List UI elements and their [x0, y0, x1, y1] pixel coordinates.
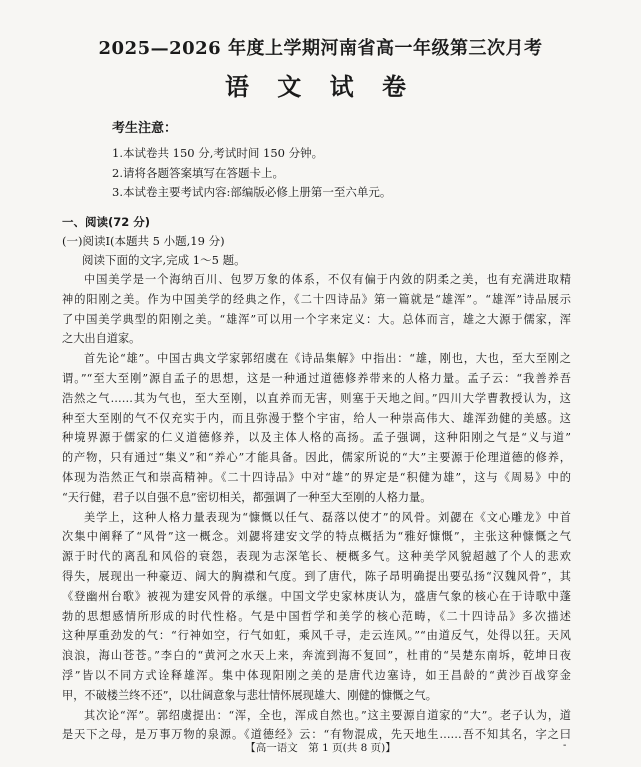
passage-line: 次集中阐释了“风骨”这一概念。刘勰将建安文学的特点概括为“雅好慷慨”，主张这种慷慨之气: [62, 530, 571, 544]
passage-line: 种至大至刚的气不仅充实于内，而且弥漫于整个宇宙，给人一种崇高伟大、雄浑劲健的美感。这: [62, 411, 571, 425]
passage-line: 之大出自道家。: [62, 332, 141, 346]
passage-line: 中国美学是一个海纳百川、包罗万象的体系，不仅有偏于内敛的阴柔之美，也有充满进取精: [84, 273, 571, 286]
notice-item: 2.请将各题答案填写在答题卡上。: [112, 165, 284, 180]
passage-line: 浮”皆以不同方式诠释雄浑。集中体现阳刚之美的是唐代边塞诗，如王昌龄的“黄沙百战穿金: [62, 668, 571, 682]
section-heading: 一、阅读(72 分): [62, 215, 151, 229]
passage-line: 首先论“雄”。中国古典文学家郭绍虞在《诗品集解》中指出：“雄，刚也，大也，至大至刚之: [84, 352, 571, 366]
passage-line: 谓。”“至大至刚”源自孟子的思想，这是一种通过道德修养带来的人格力量。孟子云：“我善养吾: [62, 371, 571, 385]
notice-item: 3.本试卷主要考试内容:部编版必修上册第一至六单元。: [112, 185, 392, 199]
reading-instruction: 阅读下面的文字,完成 1～5 题。: [82, 253, 246, 267]
passage-line: 《登幽州台歌》被视为建安风骨的承继。中国文学史家林庚认为，盛唐气象的核心在于诗歌中蓬: [62, 589, 571, 603]
reading-passage: [62, 270, 571, 745]
passage-line: 体现为浩然正气和崇高精神。《二十四诗品》中对“雄”的界定是“积健为雄”，这与《周易》中的: [62, 470, 571, 484]
passage-line: 这种厚重劲发的气：“行神如空，行气如虹，乘风千寻，走云连风。”“由道反气，处得以狂。天风: [62, 629, 571, 643]
passage-line: 种境界源于儒家的仁义道德修养，以及主体人格的高扬。孟子强调，这种阳刚之气是“义与道”: [62, 431, 571, 445]
notice-title: 考生注意：: [112, 121, 178, 136]
page-footer: 【高一语文 第 1 页(共 8 页)】: [245, 742, 396, 754]
sub-heading: (一)阅读Ⅰ(本题共 5 小题,19 分): [62, 234, 225, 248]
passage-line: 美学上，这种人格力量表现为“慷慨以任气、磊落以使才”的风骨。刘勰在《文心雕龙》中首: [84, 510, 571, 524]
passage-line: 其次论“浑”。郭绍虞提出：“浑，全也，浑成自然也。”这主要源自道家的“大”。老子认为，道: [84, 708, 571, 722]
exam-title: 2025—2026 年度上学期河南省高一年级第三次月考: [98, 38, 543, 59]
subject-title: 语 文 试 卷: [224, 72, 417, 101]
passage-line: 得失，展现出一种豪迈、阔大的胸襟和气度。到了唐代，陈子昂明确提出要弘扬“汉魏风骨”，其: [62, 569, 571, 583]
notice-item: 1.本试卷共 150 分,考试时间 150 分钟。: [112, 146, 324, 160]
passage-line: 源于时代的离乱和风俗的衰怨，表现为志深笔长、梗概多气。这种美学风貌超越了个人的悲欢: [62, 550, 571, 564]
passage-line: “天行健，君子以自强不息”密切相关，都强调了一种至大至刚的人格力量。: [62, 490, 432, 504]
passage-line: 甲，不破楼兰终不还”，以壮阔意象与悲壮情怀展现雄大、刚健的慷慨之气。: [62, 688, 437, 702]
passage-line: 神的阳刚之美。作为中国美学的经典之作，《二十四诗品》第一篇就是“雄浑”。“雄浑”诗品展示: [62, 292, 571, 306]
passage-line: 的产物，只有通过“集义”和“养心”才能具备。因此，儒家所说的“大”主要源于伦理道德的修养，: [62, 451, 571, 465]
passage-line: 了中国美学典型的阳刚之美。“雄浑”可以用一个字来定义：大。总体而言，雄之大源于儒家，浑: [62, 312, 571, 326]
passage-line: 是天下之母，是万事万物的泉源。《道德经》云：“有物混成，先天地生……吾不知其名，字之曰: [62, 728, 571, 742]
passage-line: 浪浪，海山苍苍。”李白的“黄河之水天上来，奔流到海不复回”，杜甫的“吴楚东南坼，乾坤日夜: [62, 649, 571, 663]
passage-line: 浩然之气……其为气也，至大至刚，以直养而无害，则塞于天地之间。”四川大学曹教授认为，这: [62, 391, 571, 405]
passage-line: 勃的思想感情所形成的时代性格。气是中国哲学和美学的核心范畴，《二十四诗品》多次描述: [62, 609, 571, 623]
corner-mark: -: [563, 740, 567, 751]
candidate-notice: [112, 117, 391, 203]
